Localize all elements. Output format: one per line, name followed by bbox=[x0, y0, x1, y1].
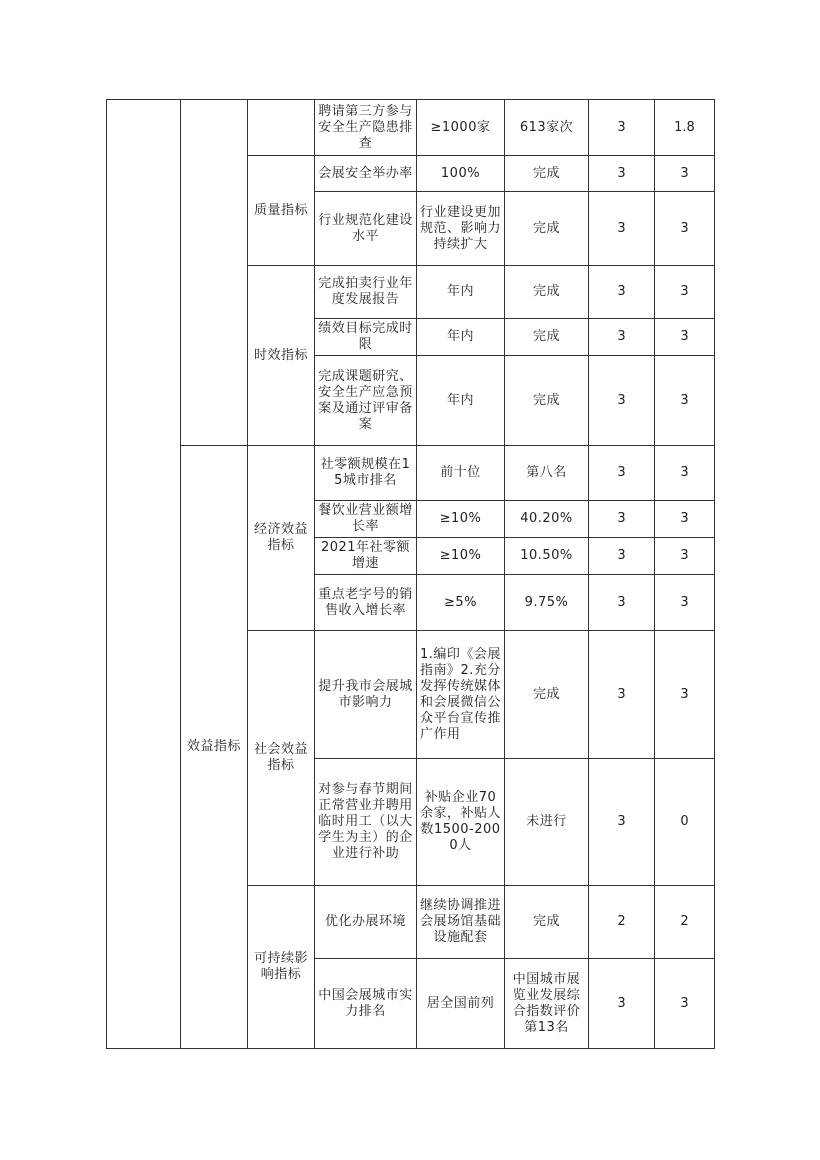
target-value: ≥10% bbox=[417, 501, 505, 538]
group-label-social: 社会效益指标 bbox=[248, 631, 315, 886]
weight-value: 3 bbox=[589, 446, 655, 501]
target-value: 100% bbox=[417, 156, 505, 192]
actual-value: 完成 bbox=[505, 886, 589, 959]
target-value: 继续协调推进会展场馆基础设施配套 bbox=[417, 886, 505, 959]
actual-value: 第八名 bbox=[505, 446, 589, 501]
target-value: 补贴企业70余家，补贴人数1500-2000人 bbox=[417, 759, 505, 886]
weight-value: 3 bbox=[589, 192, 655, 266]
actual-value: 完成 bbox=[505, 192, 589, 266]
weight-value: 3 bbox=[589, 156, 655, 192]
level2-label-benefit: 效益指标 bbox=[181, 446, 248, 1049]
actual-value: 613家次 bbox=[505, 100, 589, 156]
score-value: 3 bbox=[655, 266, 715, 319]
score-value: 3 bbox=[655, 959, 715, 1049]
weight-value: 3 bbox=[589, 538, 655, 575]
indicator-name: 完成课题研究、安全生产应急预案及通过评审备案 bbox=[315, 356, 417, 446]
group-label-economic: 经济效益指标 bbox=[248, 446, 315, 631]
score-value: 3 bbox=[655, 631, 715, 759]
weight-value: 3 bbox=[589, 501, 655, 538]
actual-value: 9.75% bbox=[505, 575, 589, 631]
actual-value: 未进行 bbox=[505, 759, 589, 886]
indicator-name: 餐饮业营业额增长率 bbox=[315, 501, 417, 538]
group-label-sustainable: 可持续影响指标 bbox=[248, 886, 315, 1049]
group-label-quality: 质量指标 bbox=[248, 156, 315, 266]
target-value: ≥1000家 bbox=[417, 100, 505, 156]
target-value: 前十位 bbox=[417, 446, 505, 501]
score-value: 2 bbox=[655, 886, 715, 959]
indicator-name: 2021年社零额增速 bbox=[315, 538, 417, 575]
weight-value: 3 bbox=[589, 959, 655, 1049]
score-value: 3 bbox=[655, 575, 715, 631]
weight-value: 3 bbox=[589, 319, 655, 356]
actual-value: 40.20% bbox=[505, 501, 589, 538]
indicator-name: 完成拍卖行业年度发展报告 bbox=[315, 266, 417, 319]
performance-indicator-table bbox=[106, 99, 715, 1049]
weight-value: 2 bbox=[589, 886, 655, 959]
target-value: 居全国前列 bbox=[417, 959, 505, 1049]
score-value: 3 bbox=[655, 192, 715, 266]
indicator-name: 绩效目标完成时限 bbox=[315, 319, 417, 356]
target-value: 年内 bbox=[417, 319, 505, 356]
indicator-name: 社零额规模在15城市排名 bbox=[315, 446, 417, 501]
actual-value: 完成 bbox=[505, 631, 589, 759]
score-value: 3 bbox=[655, 319, 715, 356]
indicator-name: 中国会展城市实力排名 bbox=[315, 959, 417, 1049]
target-value: 1.编印《会展指南》2.充分发挥传统媒体和会展微信公众平台宣传推广作用 bbox=[417, 631, 505, 759]
indicator-name: 对参与春节期间正常营业并聘用临时用工（以大学生为主）的企业进行补助 bbox=[315, 759, 417, 886]
indicator-name: 重点老字号的销售收入增长率 bbox=[315, 575, 417, 631]
weight-value: 3 bbox=[589, 759, 655, 886]
target-value: 年内 bbox=[417, 356, 505, 446]
level2-cell-blank bbox=[181, 100, 248, 446]
score-value: 3 bbox=[655, 501, 715, 538]
indicator-name: 优化办展环境 bbox=[315, 886, 417, 959]
actual-value: 10.50% bbox=[505, 538, 589, 575]
score-value: 3 bbox=[655, 538, 715, 575]
indicator-name: 提升我市会展城市影响力 bbox=[315, 631, 417, 759]
weight-value: 3 bbox=[589, 266, 655, 319]
weight-value: 3 bbox=[589, 356, 655, 446]
group-label-timeliness: 时效指标 bbox=[248, 266, 315, 446]
weight-value: 3 bbox=[589, 631, 655, 759]
score-value: 1.8 bbox=[655, 100, 715, 156]
target-value: 行业建设更加规范、影响力持续扩大 bbox=[417, 192, 505, 266]
table-row bbox=[107, 446, 715, 501]
actual-value: 完成 bbox=[505, 356, 589, 446]
actual-value: 完成 bbox=[505, 156, 589, 192]
score-value: 3 bbox=[655, 356, 715, 446]
weight-value: 3 bbox=[589, 575, 655, 631]
actual-value: 中国城市展览业发展综合指数评价第13名 bbox=[505, 959, 589, 1049]
target-value: ≥10% bbox=[417, 538, 505, 575]
score-value: 0 bbox=[655, 759, 715, 886]
weight-value: 3 bbox=[589, 100, 655, 156]
target-value: ≥5% bbox=[417, 575, 505, 631]
indicator-name: 聘请第三方参与安全生产隐患排查 bbox=[315, 100, 417, 156]
indicator-name: 会展安全举办率 bbox=[315, 156, 417, 192]
actual-value: 完成 bbox=[505, 319, 589, 356]
score-value: 3 bbox=[655, 446, 715, 501]
score-value: 3 bbox=[655, 156, 715, 192]
table-row bbox=[107, 100, 715, 156]
indicator-name: 行业规范化建设水平 bbox=[315, 192, 417, 266]
level3-cell-blank bbox=[248, 100, 315, 156]
actual-value: 完成 bbox=[505, 266, 589, 319]
target-value: 年内 bbox=[417, 266, 505, 319]
level1-cell-blank bbox=[107, 100, 181, 1049]
